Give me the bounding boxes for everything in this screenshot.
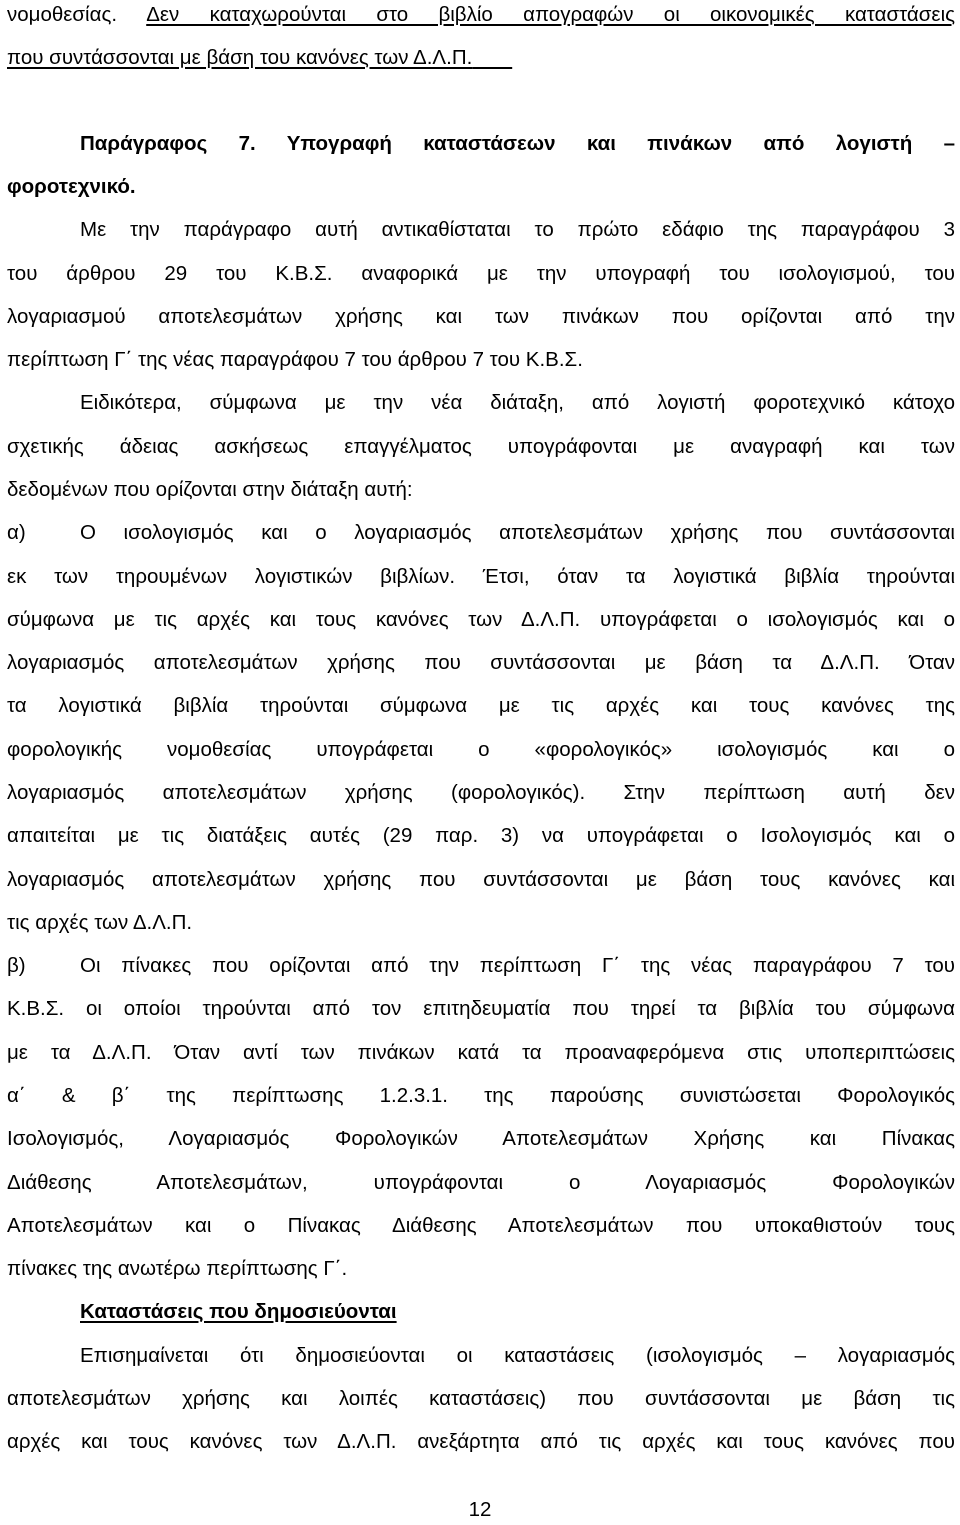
paragraph-number: Παράγραφος 7.	[80, 132, 256, 155]
paragraph-line: λογαριασμός αποτελεσμάτων χρήσης (φορολογικός). Στην περίπτωση αυτή δεν	[7, 781, 955, 804]
page-number: 12	[468, 1498, 492, 1521]
paragraph-line: λογαριασμού αποτελεσμάτων χρήσης και των πινάκων που ορίζονται από την	[7, 305, 955, 328]
paragraph-line: λογαριασμός αποτελεσμάτων χρήσης που συντάσσονται με βάση τα Δ.Λ.Π. Όταν	[7, 651, 955, 674]
underline-tail	[472, 46, 512, 69]
section-heading	[80, 1298, 955, 1326]
text-line	[7, 44, 955, 72]
paragraph-line: σχετικής άδειας ασκήσεως επαγγέλματος υπογράφονται με αναγραφή και των	[7, 435, 955, 458]
paragraph-line: του άρθρου 29 του Κ.Β.Σ. αναφορικά με την υπογραφή του ισολογισμού, του	[7, 262, 955, 285]
paragraph-line: Ισολογισμός, Λογαριασμός Φορολογικών Αποτελεσμάτων Χρήσης και Πίνακας	[7, 1127, 955, 1150]
paragraph-line: α΄ & β΄ της περίπτωσης 1.2.3.1. της παρούσης συνιστώσεται Φορολογικός	[7, 1084, 955, 1107]
paragraph-line: σύμφωνα με τις αρχές και τους κανόνες των Δ.Λ.Π. υπογράφεται ο ισολογισμός και ο	[7, 608, 955, 631]
section-heading	[80, 130, 955, 158]
paragraph-line: Διάθεσης Αποτελεσμάτων, υπογράφονται ο Λογαριασμός Φορολογικών	[7, 1171, 955, 1194]
list-item-a	[7, 519, 955, 547]
paragraph-line: φορολογικής νομοθεσίας υπογράφεται ο «φορολογικός» ισολογισμός και ο	[7, 738, 955, 761]
list-label: β)	[7, 954, 26, 977]
list-item-b	[7, 952, 955, 980]
paragraph-line: τις αρχές των Δ.Λ.Π.	[7, 911, 193, 934]
paragraph-line: Με την παράγραφο αυτή αντικαθίσταται το πρώτο εδάφιο της παραγράφου 3	[80, 218, 955, 241]
heading-text: Υπογραφή καταστάσεων και πινάκων από λογιστή –	[286, 132, 955, 155]
paragraph-line: περίπτωση Γ΄ της νέας παραγράφου 7 του άρθρου 7 του Κ.Β.Σ.	[7, 348, 583, 371]
paragraph-line: Αποτελεσμάτων και ο Πίνακας Διάθεσης Αποτελεσμάτων που υποκαθιστούν τους	[7, 1214, 955, 1237]
underlined-text: που συντάσσονται με βάση του κανόνες των Δ.Λ.Π.	[7, 46, 473, 69]
underlined-text: Δεν καταχωρούνται στο βιβλίο απογραφών οι οικονομικές καταστάσεις	[146, 3, 955, 26]
paragraph-line: εκ των τηρουμένων λογιστικών βιβλίων. Έτσι, όταν τα λογιστικά βιβλία τηρούνται	[7, 565, 955, 588]
list-label: α)	[7, 521, 26, 544]
paragraph-line: απαιτείται με τις διατάξεις αυτές (29 παρ. 3) να υπογράφεται ο Ισολογισμός και ο	[7, 824, 955, 847]
list-text: Ο ισολογισμός και ο λογαριασμός αποτελεσμάτων χρήσης που συντάσσονται	[80, 521, 955, 544]
list-text: Οι πίνακες που ορίζονται από την περίπτωση Γ΄ της νέας παραγράφου 7 του	[80, 954, 955, 977]
paragraph-line: Κ.Β.Σ. οι οποίοι τηρούνται από τον επιτηδευματία που τηρεί τα βιβλία του σύμφωνα	[7, 997, 955, 1020]
text-line	[7, 1, 955, 29]
heading-text: Καταστάσεις που δημοσιεύονται	[80, 1300, 397, 1323]
paragraph-line: με τα Δ.Λ.Π. Όταν αντί των πινάκων κατά τα προαναφερόμενα στις υποπεριπτώσεις	[7, 1041, 955, 1064]
section-heading-continued: φοροτεχνικό.	[7, 175, 136, 198]
paragraph-line: Επισημαίνεται ότι δημοσιεύονται οι καταστάσεις (ισολογισμός – λογαριασμός	[80, 1344, 955, 1367]
text-span: νομοθεσίας.	[7, 3, 147, 26]
paragraph-line: λογαριασμός αποτελεσμάτων χρήσης που συντάσσονται με βάση τους κανόνες και	[7, 868, 955, 891]
paragraph-line: αρχές και τους κανόνες των Δ.Λ.Π. ανεξάρτητα από τις αρχές και τους κανόνες που	[7, 1430, 955, 1453]
paragraph-line: αποτελεσμάτων χρήσης και λοιπές καταστάσεις) που συντάσσονται με βάση τις	[7, 1387, 955, 1410]
paragraph-line: τα λογιστικά βιβλία τηρούνται σύμφωνα με τις αρχές και τους κανόνες της	[7, 694, 955, 717]
paragraph-line: δεδομένων που ορίζονται στην διάταξη αυτή:	[7, 478, 413, 501]
paragraph-line: πίνακες της ανωτέρω περίπτωσης Γ΄.	[7, 1257, 348, 1280]
paragraph-line: Ειδικότερα, σύμφωνα με την νέα διάταξη, από λογιστή φοροτεχνικό κάτοχο	[80, 391, 955, 414]
